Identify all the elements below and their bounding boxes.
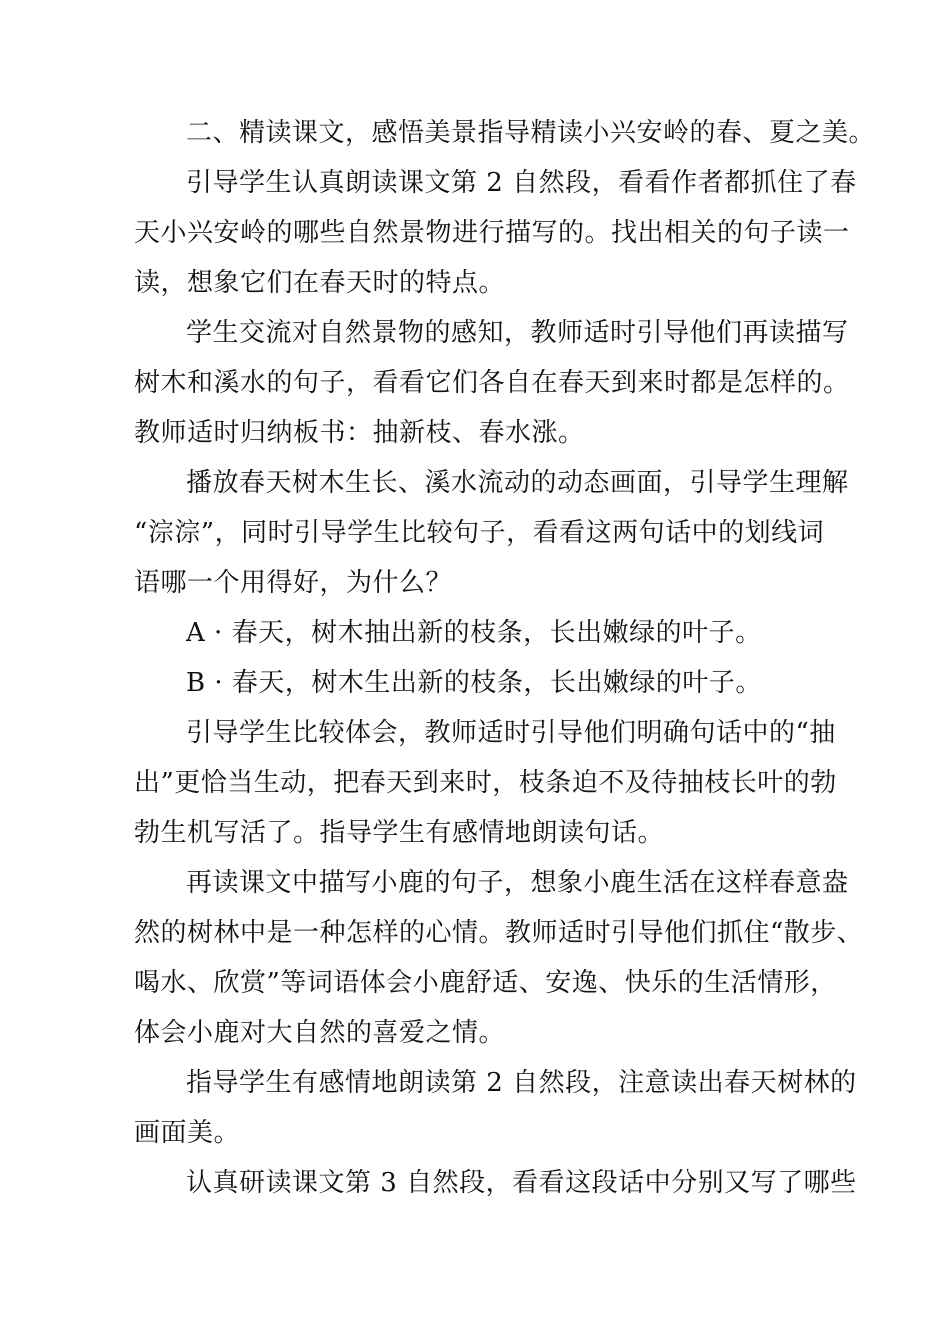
text-line: 出”更恰当生动，把春天到来时，枝条迫不及待抽枝长叶的勃 (134, 768, 837, 798)
text-line: 引导学生比较体会，教师适时引导他们明确句话中的“抽 (186, 718, 836, 748)
text-line: A · 春天，树木抽出新的枝条，长出嫩绿的叶子。 (186, 618, 762, 648)
text-line: 体会小鹿对大自然的喜爱之情。 (134, 1018, 506, 1048)
text-line: 然的树林中是一种怎样的心情。教师适时引导他们抓住“散步、 (134, 918, 864, 948)
text-line: 语哪一个用得好，为什么？ (134, 568, 453, 598)
text-line: 再读课文中描写小鹿的句子，想象小鹿生活在这样春意盎 (186, 868, 849, 898)
text-line: 天小兴安岭的哪些自然景物进行描写的。找出相关的句子读一 (134, 218, 850, 248)
text-line: 读，想象它们在春天时的特点。 (134, 268, 506, 298)
text-line: 勃生机写活了。指导学生有感情地朗读句话。 (134, 818, 665, 848)
text-line: 二、精读课文，感悟美景指导精读小兴安岭的春、夏之美。 (186, 118, 876, 148)
text-line: 播放春天树木生长、溪水流动的动态画面，引导学生理解 (186, 468, 849, 498)
text-line: 画面美。 (134, 1118, 241, 1148)
text-line: 引导学生认真朗读课文第 2 自然段，看看作者都抓住了春 (186, 168, 857, 198)
text-line: 教师适时归纳板书：抽新枝、春水涨。 (134, 418, 585, 448)
text-line: 学生交流对自然景物的感知，教师适时引导他们再读描写 (186, 318, 849, 348)
text-line: B · 春天，树木生出新的枝条，长出嫩绿的叶子。 (186, 668, 762, 698)
text-line: 树木和溪水的句子，看看它们各自在春天到来时都是怎样的。 (134, 368, 850, 398)
text-line: “淙淙”，同时引导学生比较句子，看看这两句话中的划线词 (134, 518, 825, 548)
text-line: 认真研读课文第 3 自然段，看看这段话中分别又写了哪些 (186, 1168, 857, 1198)
text-line: 指导学生有感情地朗读第 2 自然段，注意读出春天树林的 (186, 1068, 857, 1098)
text-line: 喝水、欣赏”等词语体会小鹿舒适、安逸、快乐的生活情形， (134, 968, 837, 998)
